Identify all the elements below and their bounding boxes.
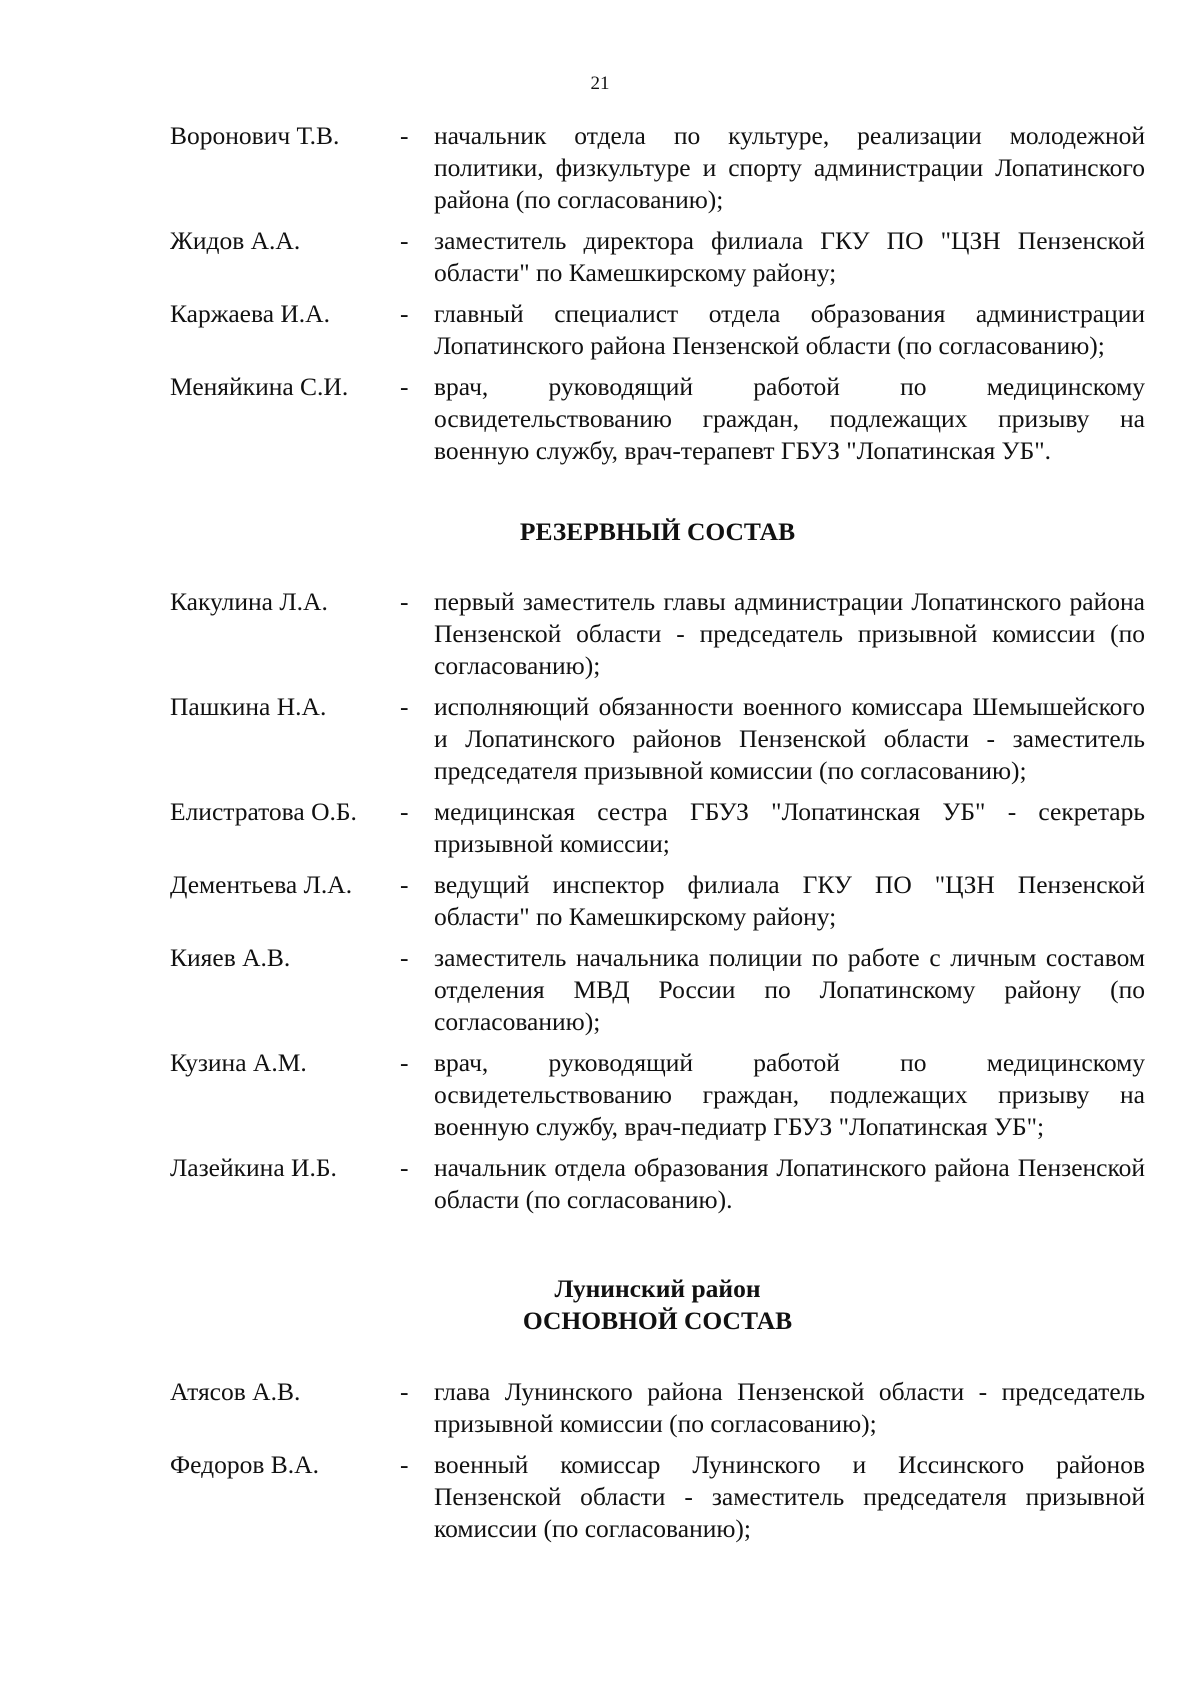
member-entry [170, 796, 1145, 860]
commission-list-lopatinsky-reserve [170, 586, 1145, 1216]
member-name: Жидов А.А. [170, 226, 301, 255]
member-position: ведущий инспектор филиала ГКУ ПО "ЦЗН Пензенской области" по Камешкирскому району; [434, 870, 1145, 931]
member-position: врач, руководящий работой по медицинскому освидетельствованию граждан, подлежащих призыву на военную службу, врач-педиатр ГБУЗ "Лопатинская УБ"; [434, 1048, 1145, 1141]
page-number: 21 [590, 73, 610, 94]
member-position: исполняющий обязанности военного комиссара Шемышейского и Лопатинского районов Пензенской области - заместитель председателя призывной комиссии (по согласованию); [434, 692, 1145, 785]
member-name: Елистратова О.Б. [170, 797, 357, 826]
member-name: Лазейкина И.Б. [170, 1153, 337, 1182]
member-dash: - [400, 1048, 409, 1077]
member-position: заместитель начальника полиции по работе с личным составом отделения МВД России по Лопатинскому району (по согласованию); [434, 943, 1145, 1036]
member-dash: - [400, 870, 409, 899]
member-dash: - [400, 587, 409, 616]
member-entry [170, 298, 1145, 362]
member-position: заместитель директора филиала ГКУ ПО "ЦЗН Пензенской области" по Камешкирскому району; [434, 226, 1145, 287]
member-name: Федоров В.А. [170, 1450, 319, 1479]
member-position: врач, руководящий работой по медицинскому освидетельствованию граждан, подлежащих призыву на военную службу, врач-терапевт ГБУЗ "Лопатинская УБ". [434, 372, 1145, 465]
member-name: Какулина Л.А. [170, 587, 328, 616]
document-content [170, 120, 1145, 1554]
member-position: начальник отдела образования Лопатинского района Пензенской области (по согласованию). [434, 1153, 1145, 1214]
commission-list-lopatinsky-main-continued [170, 120, 1145, 467]
member-position: начальник отдела по культуре, реализации молодежной политики, физкультуре и спорту администрации Лопатинского района (по согласованию); [434, 121, 1145, 214]
member-entry [170, 1449, 1145, 1545]
member-dash: - [400, 299, 409, 328]
member-name: Кияев А.В. [170, 943, 291, 972]
member-name: Меняйкина С.И. [170, 372, 349, 401]
member-entry [170, 869, 1145, 933]
member-dash: - [400, 1377, 409, 1406]
member-position: военный комиссар Лунинского и Иссинского районов Пензенской области - заместитель председателя призывной комиссии (по согласованию); [434, 1450, 1145, 1543]
member-dash: - [400, 1450, 409, 1479]
commission-list-luninsky-main [170, 1376, 1145, 1545]
member-entry [170, 691, 1145, 787]
member-name: Пашкина Н.А. [170, 692, 327, 721]
member-entry [170, 371, 1145, 467]
member-name: Атясов А.В. [170, 1377, 301, 1406]
member-entry [170, 586, 1145, 682]
reserve-heading: РЕЗЕРВНЫЙ СОСТАВ [519, 517, 796, 546]
member-name: Кузина А.М. [170, 1048, 307, 1077]
member-dash: - [400, 1153, 409, 1182]
member-dash: - [400, 692, 409, 721]
member-dash: - [400, 797, 409, 826]
member-dash: - [400, 226, 409, 255]
member-name: Дементьева Л.А. [170, 870, 353, 899]
member-name: Каржаева И.А. [170, 299, 330, 328]
member-name: Воронович Т.В. [170, 121, 340, 150]
member-position: первый заместитель главы администрации Лопатинского района Пензенской области - председатель призывной комиссии (по согласованию); [434, 587, 1145, 680]
member-dash: - [400, 943, 409, 972]
member-entry [170, 120, 1145, 216]
member-entry [170, 225, 1145, 289]
member-entry [170, 1376, 1145, 1440]
district-heading: Лунинский район [554, 1274, 761, 1303]
member-entry [170, 1152, 1145, 1216]
member-dash: - [400, 372, 409, 401]
member-entry [170, 1047, 1145, 1143]
member-position: глава Лунинского района Пензенской области - председатель призывной комиссии (по согласованию); [434, 1377, 1145, 1438]
member-entry [170, 942, 1145, 1038]
member-dash: - [400, 121, 409, 150]
member-position: главный специалист отдела образования администрации Лопатинского района Пензенской области (по согласованию); [434, 299, 1145, 360]
main-composition-heading: ОСНОВНОЙ СОСТАВ [522, 1306, 793, 1335]
member-position: медицинская сестра ГБУЗ "Лопатинская УБ" - секретарь призывной комиссии; [434, 797, 1145, 858]
